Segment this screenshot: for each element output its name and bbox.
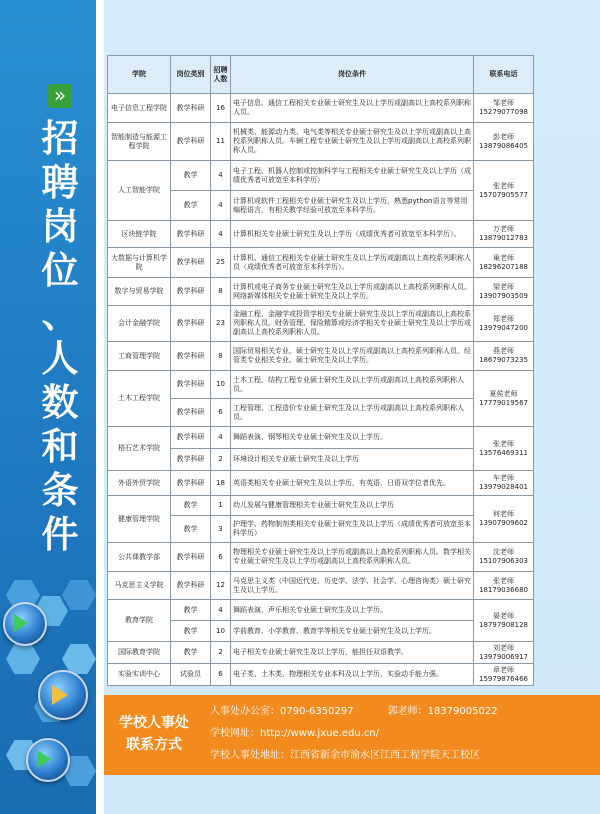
contact-cell [474, 342, 534, 371]
contact-cell [474, 123, 534, 161]
hexagon-decoration [0, 560, 104, 814]
contact-phone: 18296207188 [479, 262, 528, 271]
college-cell: 人工智能学院 [108, 161, 171, 221]
vertical-title [38, 116, 82, 556]
category-cell: 教学 [171, 516, 211, 543]
count-cell: 4 [211, 221, 231, 248]
contact-cell [474, 543, 534, 572]
conditions-cell: 机械类、能源动力类、电气类等相关专业硕士研究生及以上学历或副高以上高校系列职称人员。车辆工程专业硕士研究生及以上学历或副高以上高校系列职称人员。 [231, 123, 474, 161]
table-row [108, 123, 534, 161]
contact-phone: 18797908128 [479, 620, 528, 629]
contact-details [210, 701, 498, 767]
contact-label [104, 695, 204, 775]
title-char: 岗 [41, 204, 79, 248]
contact-name: 张老师 [493, 181, 514, 190]
count-cell: 10 [211, 371, 231, 399]
category-cell: 教学 [171, 191, 211, 221]
count-cell: 10 [211, 621, 231, 642]
table-row [108, 427, 534, 449]
category-cell: 教学科研 [171, 306, 211, 342]
conditions-cell: 电子工程、机器人控制或控制科学与工程相关专业硕士研究生及以上学历（成绩优秀者可放宽至本科学历） [231, 161, 474, 191]
contact-cell [474, 664, 534, 686]
table-row [108, 191, 534, 221]
contact-cell [474, 221, 534, 248]
conditions-cell: 护理学、药物制剂类相关专业硕士研究生及以上学历（成绩优秀者可放宽至本科学历） [231, 516, 474, 543]
category-cell: 教学科研 [171, 278, 211, 306]
contact-cell [474, 427, 534, 471]
category-cell: 教学科研 [171, 342, 211, 371]
contact-phone: 13979028401 [479, 483, 528, 491]
header-college: 学院 [108, 56, 171, 94]
count-cell: 4 [211, 161, 231, 191]
conditions-cell: 土木工程、结构工程专业硕士研究生及以上学历或副高以上高校系列职称人员。 [231, 371, 474, 399]
title-char: 招 [41, 116, 79, 160]
college-cell: 电子信息工程学院 [108, 94, 171, 123]
count-cell: 1 [211, 496, 231, 516]
contact-name: 郑老师 [493, 314, 514, 323]
college-cell: 国际教育学院 [108, 642, 171, 664]
arrow-badge-icon [26, 738, 70, 782]
table-row [108, 278, 534, 306]
conditions-cell: 金融工程、金融学或投资学相关专业硕士研究生及以上学历或副高以上高校系列职称人员。财务管理、保险精算或经济学相关专业硕士研究生及以上学历或副高以上高校系列职称人员。 [231, 306, 474, 342]
contact-name: 张老师 [493, 439, 514, 448]
table-header-row [108, 56, 534, 94]
table-row [108, 642, 534, 664]
contact-cell [474, 278, 534, 306]
college-cell: 健康管理学院 [108, 496, 171, 543]
count-cell: 23 [211, 306, 231, 342]
conditions-cell: 计算机、通信工程相关专业硕士研究生及以上学历或副高以上高校系列职称人员（成绩优秀者可放宽至本科学历）。 [231, 248, 474, 278]
contact-cell [474, 248, 534, 278]
category-cell: 试验员 [171, 664, 211, 686]
count-cell: 16 [211, 94, 231, 123]
contact-cell [474, 471, 534, 496]
category-cell: 教学科研 [171, 449, 211, 471]
header-count: 招聘人数 [211, 56, 231, 94]
conditions-cell: 国际贸易相关专业、硕士研究生及以上学历或副高以上高校系列职称人员。经管类专业相关专业、硕士研究生及以上学历。 [231, 342, 474, 371]
count-cell: 12 [211, 572, 231, 600]
contact-phone: 15979876466 [479, 674, 528, 683]
conditions-cell: 幼儿发展与健康管理相关专业硕士研究生及以上学历 [231, 496, 474, 516]
person-phone: 郭老师：18379005022 [387, 706, 498, 717]
contact-cell [474, 642, 534, 664]
category-cell: 教学科研 [171, 471, 211, 496]
conditions-cell: 环境设计相关专业硕士研究生及以上学历 [231, 449, 474, 471]
hexagon-icon [6, 644, 40, 674]
arrow-badge-icon [38, 670, 88, 720]
category-cell: 教学 [171, 642, 211, 664]
contact-bar [104, 695, 600, 775]
category-cell: 教学 [171, 621, 211, 642]
table-row [108, 543, 534, 572]
category-cell: 教学 [171, 161, 211, 191]
contact-phone: 15279077098 [479, 108, 528, 116]
count-cell: 2 [211, 642, 231, 664]
contact-phone: 15107906303 [479, 557, 528, 565]
contact-phone: 13879012783 [479, 234, 528, 242]
contact-cell [474, 161, 534, 221]
category-cell: 教学科研 [171, 427, 211, 449]
conditions-cell: 电子相关专业硕士研究生及以上学历，能担任双语教学。 [231, 642, 474, 664]
address-text: 学校人事处地址：江西省新余市渝水区江西工程学院天工校区 [210, 750, 480, 761]
contact-label-line: 学校人事处 [119, 715, 189, 731]
table-row [108, 572, 534, 600]
title-char: 件 [41, 512, 79, 556]
count-cell: 6 [211, 543, 231, 572]
conditions-cell: 计算机或软件工程相关专业硕士研究生及以上学历，熟悉python语言等常用编程语言，有相关教学经验可放宽至本科学历。 [231, 191, 474, 221]
contact-phone: 13907903509 [479, 291, 528, 300]
table-row [108, 161, 534, 191]
table-row [108, 94, 534, 123]
conditions-cell: 马克思主义类（中国近代史、历史学、法学、社会学、心理咨询类）硕士研究生及以上学历。 [231, 572, 474, 600]
title-char: 位 [41, 248, 79, 292]
college-cell: 梧石艺术学院 [108, 427, 171, 471]
college-cell: 工商管理学院 [108, 342, 171, 371]
count-cell: 11 [211, 123, 231, 161]
college-cell: 外语外贸学院 [108, 471, 171, 496]
contact-name: 巢老师 [493, 253, 514, 262]
header-conditions: 岗位条件 [231, 56, 474, 94]
contact-phone: 18679073235 [479, 356, 528, 364]
table-row [108, 600, 534, 621]
table-row [108, 471, 534, 496]
header-category: 岗位类别 [171, 56, 211, 94]
phone-line [210, 701, 498, 723]
college-cell: 实验实训中心 [108, 664, 171, 686]
contact-phone: 18179036680 [479, 585, 528, 594]
college-cell: 土木工程学院 [108, 371, 171, 427]
contact-phone: 15707905577 [479, 190, 528, 199]
contact-cell [474, 371, 534, 427]
college-cell: 马克思主义学院 [108, 572, 171, 600]
conditions-cell: 计算机或电子商务专业硕士研究生及以上学历或副高以上高校系列职称人员。网络新媒体相关专业硕士研究生及以上学历。 [231, 278, 474, 306]
arrow-badge-icon [3, 602, 47, 646]
conditions-cell: 计算机相关专业硕士研究生及以上学历（成绩优秀者可放宽至本科学历）。 [231, 221, 474, 248]
contact-name: 张老师 [493, 576, 514, 585]
category-cell: 教学 [171, 496, 211, 516]
conditions-cell: 物理相关专业硕士研究生及以上学历或副高以上高校系列职称人员。数学相关专业硕士研究生及以上学历或副高以上高校系列职称人员。 [231, 543, 474, 572]
title-char: 人 [41, 336, 79, 380]
contact-cell [474, 572, 534, 600]
contact-name: 彭老师 [493, 132, 514, 141]
table-row [108, 306, 534, 342]
conditions-cell: 工程管理、工程造价专业硕士研究生及以上学历或副高以上高校系列职称人员。 [231, 399, 474, 427]
contact-cell [474, 496, 534, 543]
contact-name: 燕老师 [493, 347, 514, 355]
contact-cell [474, 306, 534, 342]
college-cell: 大数据与计算机学院 [108, 248, 171, 278]
title-char: 数 [41, 380, 79, 424]
title-char: 聘 [41, 160, 79, 204]
category-cell: 教学科研 [171, 572, 211, 600]
college-cell: 数字与贸易学院 [108, 278, 171, 306]
table-row [108, 664, 534, 686]
count-cell: 4 [211, 191, 231, 221]
conditions-cell: 学前教育、小学教育、教育学等相关专业硕士研究生及以上学历。 [231, 621, 474, 642]
category-cell: 教学科研 [171, 248, 211, 278]
website-link[interactable]: 学校网址：http://www.jxue.edu.cn/ [210, 728, 380, 739]
hexagon-icon [62, 580, 96, 610]
contact-phone: 17779019567 [479, 398, 528, 407]
count-cell: 6 [211, 664, 231, 686]
count-cell: 2 [211, 449, 231, 471]
contact-name: 夏侯老师 [489, 389, 518, 398]
contact-label-line: 联系方式 [126, 737, 182, 753]
contact-phone: 13576469311 [479, 448, 528, 457]
category-cell: 教学科研 [171, 371, 211, 399]
contact-cell [474, 600, 534, 642]
category-cell: 教学科研 [171, 123, 211, 161]
contact-name: 车老师 [493, 474, 514, 482]
contact-phone: 13979006917 [479, 652, 528, 661]
contact-name: 何老师 [493, 510, 514, 518]
college-cell: 智能制造与能源工程学院 [108, 123, 171, 161]
table-row [108, 621, 534, 642]
category-cell: 教学科研 [171, 399, 211, 427]
double-chevron-right-icon: » [48, 84, 72, 108]
contact-phone: 13907909602 [479, 519, 528, 527]
title-char: 、 [41, 292, 79, 336]
table-row [108, 221, 534, 248]
table-row [108, 516, 534, 543]
college-cell: 会计金融学院 [108, 306, 171, 342]
contact-name: 万老师 [493, 225, 514, 233]
positions-table [107, 55, 534, 686]
count-cell: 3 [211, 516, 231, 543]
count-cell: 8 [211, 278, 231, 306]
contact-name: 章老师 [493, 665, 514, 674]
contact-cell [474, 94, 534, 123]
category-cell: 教学科研 [171, 221, 211, 248]
table-row [108, 399, 534, 427]
table-row [108, 449, 534, 471]
category-cell: 教学科研 [171, 543, 211, 572]
category-cell: 教学科研 [171, 94, 211, 123]
conditions-cell: 舞蹈表演、钢琴相关专业硕士研究生及以上学历。 [231, 427, 474, 449]
table-row [108, 371, 534, 399]
college-cell: 区块链学院 [108, 221, 171, 248]
table-row [108, 496, 534, 516]
office-phone: 人事处办公室：0790-6350297 [210, 706, 354, 717]
contact-name: 刘老师 [493, 643, 514, 652]
table-row [108, 248, 534, 278]
category-cell: 教学 [171, 600, 211, 621]
header-contact: 联系电话 [474, 56, 534, 94]
conditions-cell: 电子类、土木类、物理相关专业本科及以上学历，实验动手能力强。 [231, 664, 474, 686]
conditions-cell: 电子信息、通信工程相关专业硕士研究生及以上学历或副高以上高校系列职称人员。 [231, 94, 474, 123]
college-cell: 公共课教学部 [108, 543, 171, 572]
conditions-cell: 舞蹈表演、声乐相关专业硕士研究生及以上学历。 [231, 600, 474, 621]
count-cell: 8 [211, 342, 231, 371]
count-cell: 18 [211, 471, 231, 496]
title-char: 和 [41, 424, 79, 468]
title-char: 条 [41, 468, 79, 512]
contact-phone: 13979047200 [479, 323, 528, 332]
college-cell: 教育学院 [108, 600, 171, 642]
count-cell: 25 [211, 248, 231, 278]
contact-phone: 13879086405 [479, 141, 528, 150]
count-cell: 4 [211, 427, 231, 449]
count-cell: 4 [211, 600, 231, 621]
contact-name: 邹老师 [493, 99, 514, 107]
count-cell: 6 [211, 399, 231, 427]
conditions-cell: 英语类相关专业硕士研究生及以上学历，有英语、日语双学位者优先。 [231, 471, 474, 496]
contact-name: 沈老师 [493, 548, 514, 556]
contact-name: 晏老师 [493, 611, 514, 620]
table-row [108, 342, 534, 371]
contact-name: 梁老师 [493, 282, 514, 291]
